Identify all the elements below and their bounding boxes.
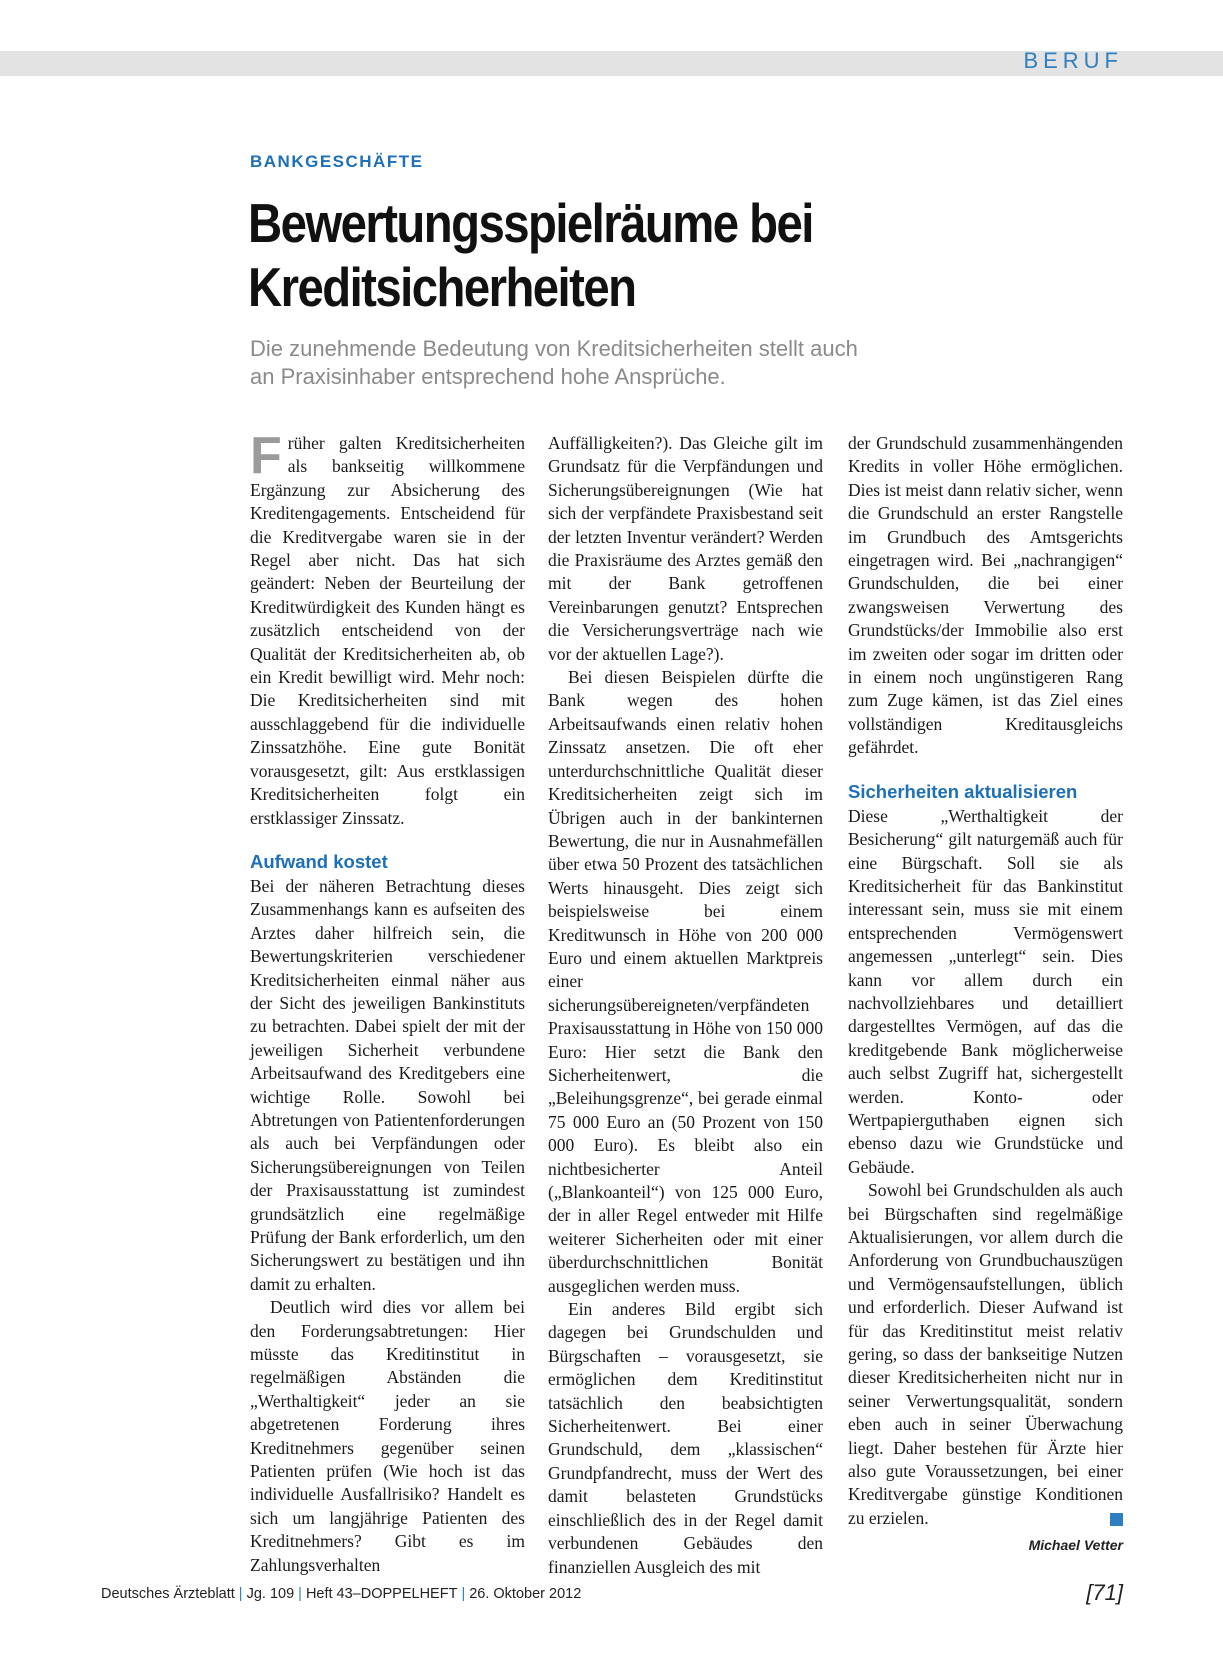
- subtitle-line-1: Die zunehmende Bedeutung von Kreditsicherheiten stellt auch: [250, 336, 858, 361]
- title-line-2: Kreditsicherheiten: [248, 256, 636, 318]
- article-kicker: BANKGESCHÄFTE: [250, 152, 424, 171]
- separator-bar: |: [238, 1586, 243, 1602]
- column-3: [848, 432, 1123, 1530]
- paragraph-text: rüher galten Kreditsicherheiten als bankseitig willkommene Ergänzung zur Absicherung des Kreditengagements. Entscheidend für die Kreditvergabe waren sie in der Regel aber nicht. Das hat sich geändert: Neben der Beurteilung der Kreditwürdigkeit des Kunden hängt es zusätzlich entscheidend von der Qualität der Kreditsicherheiten ab, ob ein Kredit bewilligt wird. Mehr noch: Die Kreditsicherheiten sind mit ausschlaggebend für die individuelle Zinssatzhöhe. Eine gute Bonität vorausgesetzt, gilt: Aus erstklassigen Kreditsicherheiten folgt ein erstklassiger Zinssatz.: [250, 433, 525, 828]
- paragraph: Diese „Werthaltigkeit der Besicherung“ gilt naturgemäß auch für eine Bürgschaft. Soll sie als Kreditsicherheit für das Bankinstitut interessant sein, muss sie mit einem entsprechenden Vermögenswert angemessen „unterlegt“ sein. Dies kann vor allem durch ein nachvollziehbares und detailliert dargestelltes Vermögen, auf das die kreditgebende Bank möglicherweise auch selbst Zugriff hat, sichergestellt werden. Konto- oder Wertpapierguthaben eignen sich ebenso dazu wie Grundstücke und Gebäude.: [848, 805, 1123, 1177]
- subheading-aufwand: Aufwand kostet: [250, 850, 388, 872]
- article-subtitle: [250, 335, 858, 391]
- end-mark-icon: [1110, 1513, 1123, 1526]
- issue-date: 26. Oktober 2012: [469, 1586, 582, 1602]
- journal-name: Deutsches Ärzteblatt: [101, 1586, 235, 1602]
- paragraph: [250, 427, 525, 830]
- paragraph: Ein anderes Bild ergibt sich dagegen bei Grundschulden und Bürgschaften – vorausgesetzt, sie ermöglichen dem Kreditinstitut tatsächlich den beabsichtigten Sicherheitenwert. Bei einer Grundschuld, dem „klassischen“ Grundpfandrecht, muss der Wert des damit belasteten Grundstücks einschließlich des in der Regel damit verbundenen Gebäudes den finanziellen Ausgleich des mit: [548, 1299, 823, 1577]
- issue: Heft 43–DOPPELHEFT: [305, 1586, 458, 1602]
- article-title: [248, 191, 813, 319]
- paragraph: Auffälligkeiten?). Das Gleiche gilt im Grundsatz für die Verpfändungen und Sicherungsübereignungen (Wie hat sich der verpfändete Praxisbestand seit der letzten Inventur verändert? Werden die Praxisräume des Arztes gemäß den mit der Bank getroffenen Vereinbarungen genutzt? Entsprechen die Versicherungsverträge nach wie vor der aktuellen Lage?).: [548, 433, 823, 664]
- title-line-1: Bewertungsspielräume bei: [248, 192, 813, 254]
- volume: Jg. 109: [246, 1586, 295, 1602]
- author-name: Michael Vetter: [1028, 1537, 1123, 1553]
- footer: [101, 1586, 581, 1602]
- drop-cap: F: [250, 427, 282, 485]
- section-label: BERUF: [1023, 48, 1123, 73]
- paragraph: [848, 1179, 1123, 1530]
- page-number: [71]: [1086, 1580, 1123, 1605]
- paragraph: Deutlich wird dies vor allem bei den Forderungsabtretungen: Hier müsste das Kreditinstitut in regelmäßigen Abständen die „Werthaltigkeit“ jeder an sie abgetretenen Forderung ihres Kreditnehmers gegenüber seinen Patienten prüfen (Wie hoch ist das individuelle Ausfallrisiko? Handelt es sich um langjährige Patienten des Kreditnehmers? Gibt es im Zahlungsverhalten: [250, 1297, 525, 1575]
- paragraph: Bei diesen Beispielen dürfte die Bank wegen des hohen Arbeitsaufwands einen relativ hohen Zinssatz ansetzen. Die oft eher unterdurchschnittliche Qualität dieser Kreditsicherheiten zeigt sich im Übrigen auch in der bankinternen Bewertung, die nur in Ausnahmefällen über etwa 50 Prozent des tatsächlichen Werts hinausgeht. Dies zeigt sich beispielsweise bei einem Kreditwunsch in Höhe von 200 000 Euro und einem aktuellen Marktpreis einer sicherungsübereigneten/verpfändeten Praxisausstattung in Höhe von 150 000 Euro: Hier setzt die Bank den Sicherheitenwert, die „Beleihungsgrenze“, bei gerade einmal 75 000 Euro an (50 Prozent von 150 000 Euro). Es bleibt also ein nichtbesicherter Anteil („Blankoanteil“) von 125 000 Euro, der in aller Regel entweder mit Hilfe weiterer Sicherheiten oder mit einer überdurchschnittlichen Bonität ausgeglichen werden muss.: [548, 667, 823, 1296]
- column-1: [250, 427, 525, 1577]
- paragraph: der Grundschuld zusammenhängenden Kredits in voller Höhe ermöglichen. Dies ist meist dann relativ sicher, wenn die Grundschuld an erster Rangstelle im Grundbuch des Amtsgerichts eingetragen wird. Bei „nachrangigen“ Grundschulden, die bei einer zwangsweisen Verwertung des Grundstücks/der Immobilie also erst im zweiten oder sogar im dritten oder in einem noch ungünstigeren Rang zum Zuge kämen, ist das Ziel eines vollständigen Kreditausgleichs gefährdet.: [848, 433, 1123, 758]
- column-2: [548, 432, 823, 1579]
- subheading-sicherheiten: Sicherheiten aktualisieren: [848, 780, 1078, 802]
- paragraph: Bei der näheren Betrachtung dieses Zusammenhangs kann es aufseiten des Arztes daher hilfreich sein, die Bewertungskriterien verschiedener Kreditsicherheiten einmal näher aus der Sicht des jeweiligen Bankinstituts zu betrachten. Dabei spielt der mit der jeweiligen Sicherheit verbundene Arbeitsaufwand des Kreditgebers eine wichtige Rolle. Sowohl bei Abtretungen von Patientenforderungen als auch bei Verpfändungen oder Sicherungsübereignungen von Teilen der Praxisausstattung ist zumindest grundsätzlich eine regelmäßige Prüfung der Bank erforderlich, um den Sicherungswert zu bestätigen und ihn damit zu erhalten.: [250, 875, 525, 1294]
- paragraph-text: Sowohl bei Grundschulden als auch bei Bürgschaften sind regelmäßige Aktualisierungen, vor allem durch die Anforderung von Grundbuchauszügen und Vermögensaufstellungen, üblich und erforderlich. Dieser Aufwand ist für das Kreditinstitut meist relativ gering, so dass der bankseitige Nutzen dieser Kreditsicherheiten nicht nur in seiner Verwertungsqualität, sondern eben auch in seiner Überwachung liegt. Daher bestehen für Ärzte hier also gute Voraussetzungen, bei einer Kreditvergabe günstige Konditionen zu erzielen.: [848, 1180, 1123, 1528]
- separator-bar: |: [461, 1586, 466, 1602]
- separator-bar: |: [298, 1586, 302, 1602]
- subtitle-line-2: an Praxisinhaber entsprechend hohe Ansprüche.: [250, 364, 726, 389]
